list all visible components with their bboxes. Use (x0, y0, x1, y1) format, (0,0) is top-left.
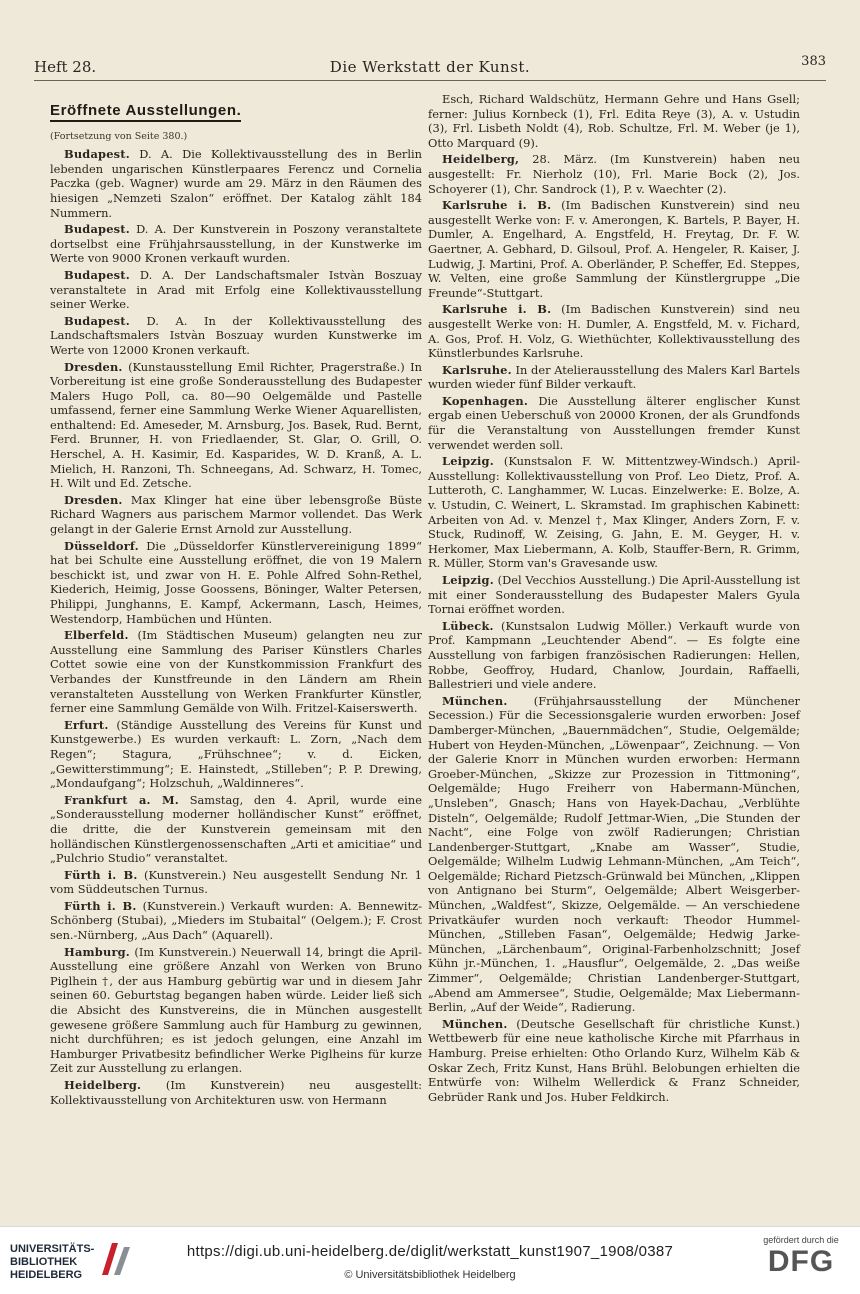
notice-entry (428, 619, 800, 692)
entry-text: (Im Kunstverein.) Neuerwall 14, bringt die April-Ausstellung eine größere Anzahl von Werken von Bruno Piglhein †, der aus Hamburg gebürtig war und in diesem Jahr seinen 60. Geburtstag begangen haben würde. Leider ließ sich die Absicht des Kunstvereins, die in München ausgestellt gewesene größere Sammlung auch für Hamburg zu gewinnen, nicht durchführen; es ist jedoch gelungen, eine Anzahl im Hamburger Privatbesitz befindlicher Werke Piglheins für kurze Zeit zur Ausstellung zu erlangen. (50, 944, 423, 1076)
entry-text: (Deutsche Gesellschaft für christliche Kunst.) Wettbewerb für eine neue katholische Kirche mit Pfarrhaus in Hamburg. Preise erhielten: Otho Orlando Kurz, Wilhelm Käb & Oskar Zech, Fritz Kunst, Hans Brühl. Belobungen erhielten die Entwürfe von: Wilhelm Wellerdick & Franz Schneider, Gebrüder Rank und Jos. Huber Feldkirch. (428, 1016, 800, 1104)
notice-entry (50, 718, 422, 791)
page-number: 383 (801, 54, 826, 69)
entry-text: (Del Vecchios Ausstellung.) Die April-Ausstellung ist mit einer Sonderausstellung des Budapester Malers Gyula Tornai eröffnet worden. (428, 573, 801, 617)
entry-place: Budapest. (64, 313, 130, 328)
left-column (50, 98, 422, 1109)
notice-entry (428, 302, 800, 360)
entry-text: (Kunstverein.) Verkauft wurden: A. Bennewitz-Schönberg (Stubai), „Mieders im Stubaital“ (Oelgem.); F. Crost sen.-Nürnberg, „Aus Dach“ (Aquarell). (50, 898, 422, 943)
entry-text: (Kunstsalon F. W. Mittentzwey-Windsch.) April-Ausstellung: Kollektivausstellung von Prof. Leo Dietz, Prof. A. Lutteroth, C. Langhammer, W. Lucas. Einzelwerke: E. Bolze, A. v. Ustudin, C. Weinert, L. Skramstad. Im graphischen Kabinett: Arbeiten von Ad. v. Menzel †, Max Klinger, Anders Zorn, F. v. Stuck, Rudinoff, W. Zeising, G. Jahn, E. M. Geyger, H. v. Herkomer, Max Liebermann, A. Kolb, Stauffer-Bern, R. Grimm, R. Müller, Storm van's Gravesande usw. (428, 454, 800, 571)
entry-text: Samstag, den 4. April, wurde eine „Sonderausstellung moderner holländischer Kunst“ eröffnet, die dritte, die der Kunstverein gemeinsam mit den holländischen Künstlergenossenschaften „Arti et amicitiae“ und „Pulchrio Studio“ veranstaltet. (50, 792, 422, 866)
entry-place: Karlsruhe. (442, 362, 512, 377)
notice-entry (50, 868, 422, 897)
right-entry-list (428, 92, 800, 1104)
continuation-note: (Fortsetzung von Seite 380.) (50, 130, 188, 142)
entry-place: Frankfurt a. M. (64, 792, 179, 807)
entry-place: Fürth i. B. (64, 898, 137, 913)
entry-text: (Frühjahrsausstellung der Münchener Secession.) Für die Secessionsgalerie wurden erworben: Josef Damberger-München, „Bauernmädchen“, Studie, Oelgemälde; Hubert von Heyden-München, „Löwenpaar“, Zeichnung. — Von der Galerie Knorr in München wurden erworben: Hermann Groeber-München, „Skizze zur Prozession in Tittmoning“, Oelgemälde; Hugo Freiherr von Habermann-München, „Unsleben“, Gnasch; Hans von Hayek-Dachau, „Verblühte Disteln“, Oelgemälde; Rudolf Jettmar-Wien, „Die Stunden der Nacht“, eine Folge von zwölf Radierungen; Christian Landenberger-Stuttgart, „Knabe am Wasser“, Studie, Oelgemälde; Wilhelm Ludwig Lehmann-München, „Am Teich“, Oelgemälde; Richard Pietzsch-Grünwald bei München, „Klippen von Antignano bei Sturm“, Oelgemälde; Albert Weisgerber-München, „Waldfest“, Skizze, Oelgemälde. — An verschiedene Privatkäufer wurden noch verkauft: Theodor Hummel-München, „Stilleben Fasan“, Oelgemälde; Hedwig Jarke-München, „Lärchenbaum“, Original-Farbenholzschnitt; Josef Kühn jr.-München, 1. „Hausflur“, Oelgemälde, 2. „Das weiße Zimmer“, Oelgemälde; Christian Landenberger-Stuttgart, „Abend am Ammersee“, Studie, Oelgemälde; Max Liebermann-Berlin, „Auf der Weide“, Radierung. (428, 693, 800, 1015)
entry-text: In der Atelierausstellung des Malers Karl Bartels wurden wieder fünf Bilder verkauft. (428, 362, 800, 392)
entry-place: Heidelberg. (64, 1078, 142, 1092)
notice-entry (428, 198, 800, 300)
notice-entry (428, 152, 800, 196)
entry-place: Heidelberg, (442, 152, 520, 167)
entry-place: Fürth i. B. (64, 867, 138, 882)
entry-place: Karlsruhe i. B. (442, 302, 552, 317)
entry-text: (Kunstsalon Ludwig Möller.) Verkauft wurde von Prof. Kampmann „Leuchtender Abend“. — Es folgte eine Ausstellung von farbigen französischen Radierungen: Hellen, Robbe, Geoffroy, Hudard, Chanlow, Jourdain, Raffaelli, Ballestrieri und viele andere. (428, 618, 800, 692)
entry-place: Hamburg. (64, 944, 130, 959)
entry-text: (Im Kunstverein) neu ausgestellt: Kollektivausstellung von Architekturen usw. von Hermann (50, 1078, 422, 1107)
notice-entry (50, 899, 422, 943)
notice-entry (428, 694, 800, 1015)
notice-entry (50, 539, 422, 627)
entry-text: (Kunstverein.) Neu ausgestellt Sendung Nr. 1 vom Süddeutschen Turnus. (50, 867, 423, 897)
entry-place: München. (442, 693, 508, 708)
entry-text: (Kunstausstellung Emil Richter, Pragerstraße.) In Vorbereitung ist eine große Sonderausstellung des Budapester Malers Hugo Poll, ca. 80—90 Oelgemälde und Pastelle umfassend, ferner eine Sammlung Werke Wiener Aquarellisten, enthaltend: Ed. Ameseder, M. Arnsburg, Jos. Basek, Rud. Bernt, Ferd. Brunner, H. von Friedlaender, St. Glar, O. Grill, O. Herschel, A. H. Kasimir, Ed. Kasparides, W. D. Kranß, A. L. Mielich, H. Ranzoni, Th. Schneegans, Ad. Schwarz, H. Tomec, H. Wilt und Ed. Zetsche. (50, 359, 422, 491)
entry-place: Lübeck. (442, 618, 494, 633)
notice-entry (50, 793, 422, 866)
permalink-url[interactable]: https://digi.ub.uni-heidelberg.de/diglit/werkstatt_kunst1907_1908/0387 (186, 1243, 674, 1260)
funder-note: gefördert durch die (763, 1235, 839, 1245)
entry-place: Budapest. (64, 267, 130, 282)
right-column (428, 92, 800, 1106)
entry-place: Elberfeld. (64, 628, 129, 643)
entry-text: D. A. Der Kunstverein in Poszony veranstaltete dortselbst eine Frühjahrsausstellung, in der Kunstwerke im Werte von 9000 Kronen verkauft wurden. (50, 222, 422, 266)
notice-entry (50, 222, 422, 266)
viewer-footer (0, 1226, 860, 1294)
notice-entry (428, 394, 800, 452)
entry-text: Max Klinger hat eine über lebensgroße Büste Richard Wagners aus parischem Marmor vollendet. Das Werk gelangt in der Galerie Ernst Arnold zur Ausstellung. (50, 492, 422, 537)
entry-place: Karlsruhe i. B. (442, 198, 552, 213)
entry-place: Dresden. (64, 359, 123, 374)
entry-text: (Ständige Ausstellung des Vereins für Kunst und Kunstgewerbe.) Es wurden verkauft: L. Zorn, „Nach dem Regen“; Stagura, „Frühschnee“; v. d. Eicken, „Gewitterstimmung“; E. Hainstedt, „Stilleben“; P. P. Drewing, „Mondaufgang“; Holzschuh, „Waldinneres“. (50, 717, 422, 791)
notice-entry (50, 147, 422, 220)
entry-text: Die Ausstellung älterer englischer Kunst ergab einen Ueberschuß von 20000 Kronen, der als Grundfonds für die Veranstaltung von Ausstellungen fremder Kunst verwendet werden soll. (428, 393, 800, 452)
entry-text: 28. März. (Im Kunstverein) haben neu ausgestellt: Fr. Nierholz (10), Frl. Marie Bock (2), Jos. Schoyerer (1), Chr. Sandrock (1), P. v. Waechter (2). (428, 152, 800, 196)
entry-place: Leipzig. (442, 454, 494, 469)
funder-logo[interactable] (756, 1235, 846, 1279)
entry-text: Esch, Richard Waldschütz, Hermann Gehre und Hans Gsell; ferner: Julius Kornbeck (1), Frl. Edita Reye (3), A. v. Ustudin (3), Frl. Lisbeth Noldt (4), Rob. Schultze, Frl. M. Weber (je 1), Otto Marquard (9). (428, 92, 800, 150)
entry-text: Die „Düsseldorfer Künstlervereinigung 1899“ hat bei Schulte eine Ausstellung eröffnet, die von 19 Malern beschickt ist, und zwar von H. E. Pohle Alfred Sohn-Rethel, Kiederich, Heimig, Josse Goossens, Böninger, Walter Petersen, Philippi, Junghanns, E. Kampf, Ackermann, Lasch, Heimes, Westendorp, Hambüchen und Hünten. (50, 538, 422, 626)
entry-text: (Im Städtischen Museum) gelangten neu zur Ausstellung eine Sammlung des Pariser Künstlers Charles Cottet sowie eine von der Kunstkommission Frankfurt des Verbandes der Kunstfreunde in den Ländern am Rhein veranstalteten Ausstellung von Werken Frankfurter Künstler, ferner eine Sammlung Gemälde von Wilh. Fritzel-Kaiserswerth. (50, 628, 423, 716)
entry-place: Erfurt. (64, 717, 109, 732)
notice-entry (50, 628, 422, 716)
entry-place: Düsseldorf. (64, 538, 139, 553)
notice-entry (50, 493, 422, 537)
entry-text: D. A. Der Landschaftsmaler Istvàn Boszuay veranstaltete in Arad mit Erfolg eine Kollektivausstellung seiner Werke. (50, 267, 422, 312)
notice-entry (428, 573, 800, 617)
notice-entry (428, 92, 800, 150)
notice-entry (50, 314, 422, 358)
entry-text: D. A. Die Kollektivausstellung des in Berlin lebenden ungarischen Künstlerpaares Ferencz und Cornelia Paczka (geb. Wagner) wurde am 29. März in den Räumen des hiesigen „Nemzeti Szalon“ eröffnet. Der Katalog zählt 184 Nummern. (50, 147, 422, 220)
entry-text: D. A. In der Kollektivausstellung des Landschaftsmalers Istvàn Boszuay wurden Kunstwerke im Werte von 12000 Kronen verkauft. (50, 313, 422, 357)
notice-entry (50, 268, 422, 312)
entry-place: Budapest. (64, 222, 130, 237)
entry-place: München. (442, 1016, 508, 1031)
dfg-logo: DFG (767, 1245, 835, 1278)
entry-text: (Im Badischen Kunstverein) sind neu ausgestellt Werke von: H. Dumler, A. Engstfeld, M. v. Fichard, A. Gos, Prof. H. Volz, G. Wiethüchter, Kollektivausstellung des Künstlerbundes Karlsruhe. (428, 302, 800, 361)
entry-place: Leipzig. (442, 573, 494, 587)
copyright-notice: © Universitätsbibliothek Heidelberg (344, 1269, 516, 1281)
library-name: UNIVERSITÄTS- BIBLIOTHEK HEIDELBERG (10, 1243, 95, 1281)
notice-entry (50, 360, 422, 491)
running-head (34, 54, 826, 81)
entry-place: Dresden. (64, 492, 123, 507)
notice-entry (428, 1017, 800, 1105)
notice-entry (428, 363, 800, 392)
entry-place: Kopenhagen. (442, 393, 529, 408)
notice-entry (428, 454, 800, 571)
left-entry-list (50, 147, 422, 1107)
section-title: Eröffnete Ausstellungen. (50, 104, 241, 122)
notice-entry (50, 945, 422, 1076)
entry-place: Budapest. (64, 147, 130, 162)
issue-label: Heft 28. (34, 58, 97, 76)
entry-text: (Im Badischen Kunstverein) sind neu ausgestellt Werke von: F. v. Amerongen, K. Bartels, P. Bayer, H. Dumler, A. Engelhard, A. Engstfeld, H. Freytag, Dr. F. W. Gaertner, A. Gebhard, D. Gilsoul, Prof. A. Hengeler, R. Kaiser, J. Ludwig, J. Martini, Prof. A. Oberländer, P. Scheffer, Ed. Steppes, W. Velten, eine große Sammlung der Künstlergruppe „Die Freunde“-Stuttgart. (428, 198, 800, 300)
notice-entry (50, 1078, 422, 1107)
journal-title: Die Werkstatt der Kunst. (329, 58, 531, 76)
